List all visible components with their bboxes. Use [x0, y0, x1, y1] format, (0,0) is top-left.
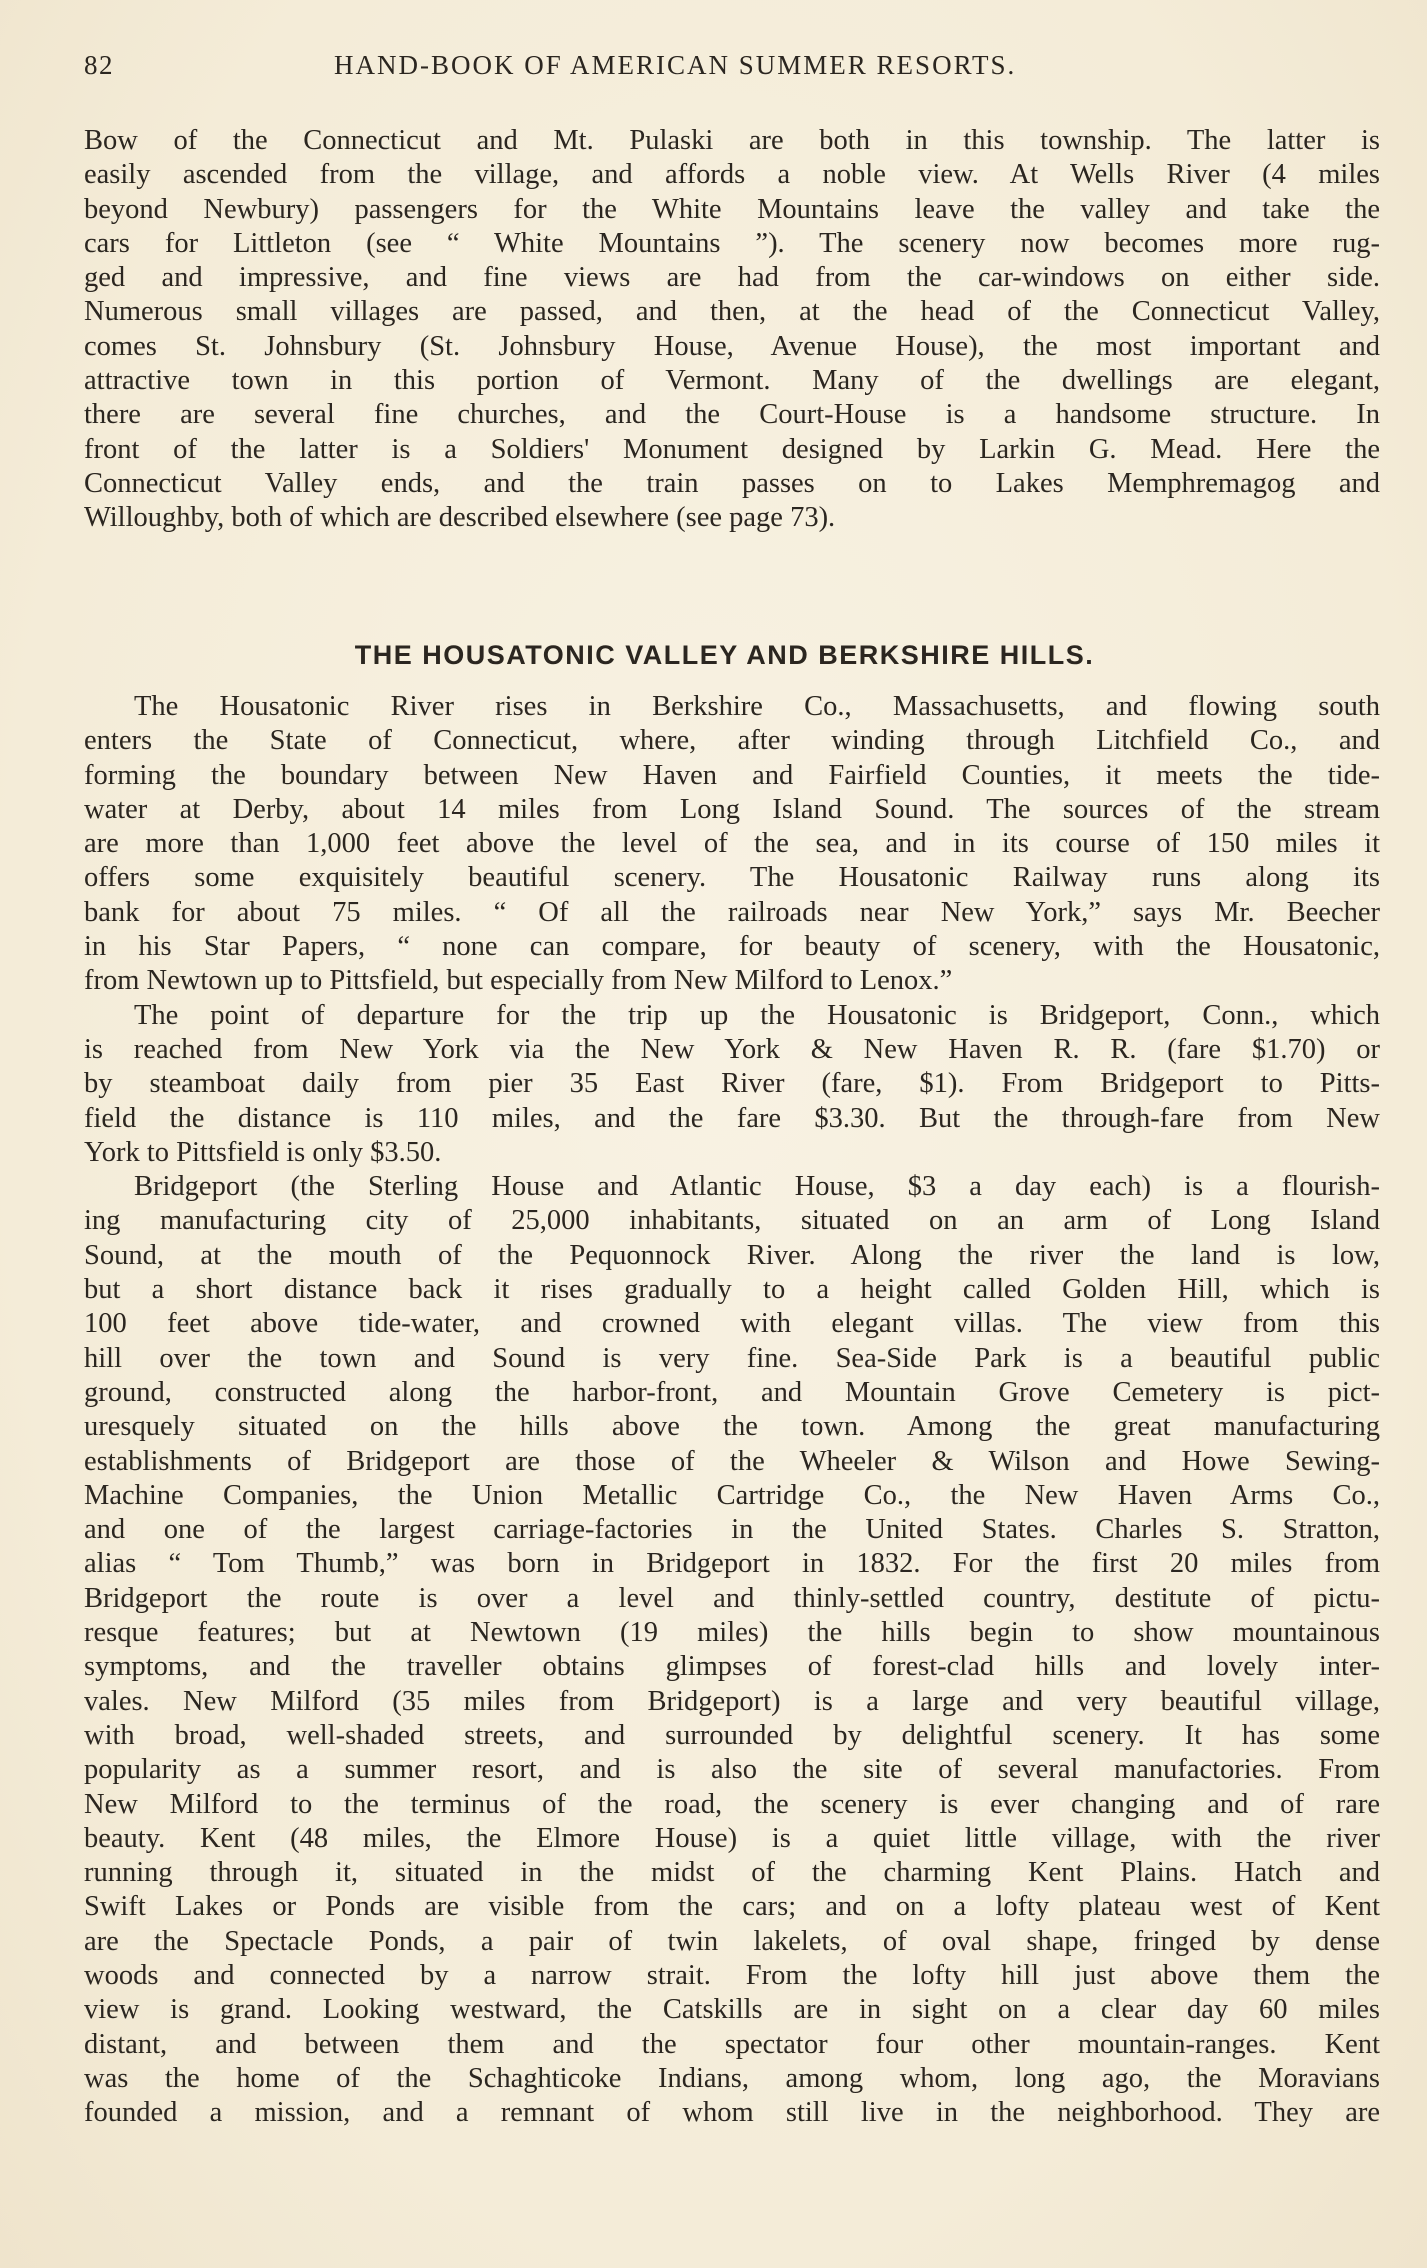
text-line: ged and impressive, and fine views are had from the car-windows on either side. — [84, 262, 1380, 294]
text-line: forming the boundary between New Haven and Fairfield Counties, it meets the tide- — [84, 759, 1380, 791]
running-title: HAND-BOOK OF AMERICAN SUMMER RESORTS. — [334, 50, 1017, 80]
text-line: is reached from New York via the New York & New Haven R. R. (fare $1.70) or — [84, 1033, 1380, 1065]
text-line: beauty. Kent (48 miles, the Elmore House) is a quiet little village, with the river — [84, 1822, 1380, 1854]
text-line: easily ascended from the village, and affords a noble view. At Wells River (4 miles — [84, 159, 1380, 191]
text-line: from Newtown up to Pittsfield, but especially from New Milford to Lenox.” — [84, 965, 953, 997]
text-line: founded a mission, and a remnant of whom still live in the neighborhood. They are — [84, 2097, 1380, 2129]
text-line: offers some exquisitely beautiful scenery. The Housatonic Railway runs along its — [84, 862, 1380, 894]
text-line: hill over the town and Sound is very fine. Sea-Side Park is a beautiful public — [84, 1342, 1380, 1374]
text-line: Numerous small villages are passed, and then, at the head of the Connecticut Valley, — [84, 296, 1380, 328]
text-line: comes St. Johnsbury (St. Johnsbury House, Avenue House), the most important and — [84, 330, 1380, 362]
text-line: woods and connected by a narrow strait. From the lofty hill just above them the — [84, 1959, 1380, 1991]
text-line: distant, and between them and the spectator four other mountain-ranges. Kent — [84, 2028, 1380, 2060]
text-line: popularity as a summer resort, and is also the site of several manufactories. From — [84, 1754, 1380, 1786]
text-line: and one of the largest carriage-factories in the United States. Charles S. Stratton, — [84, 1514, 1380, 1546]
text-line: The Housatonic River rises in Berkshire Co., Massachusetts, and flowing south — [134, 691, 1380, 722]
text-line: resque features; but at Newtown (19 miles) the hills begin to show mountainous — [84, 1617, 1380, 1649]
text-line: front of the latter is a Soldiers' Monument designed by Larkin G. Mead. Here the — [84, 433, 1380, 465]
text-line: uresquely situated on the hills above the town. Among the great manufacturing — [84, 1411, 1380, 1443]
page-number: 82 — [84, 50, 114, 80]
paragraph-connecticut-valley — [84, 124, 1380, 536]
text-line: enters the State of Connecticut, where, after winding through Litchfield Co., and — [84, 725, 1380, 757]
text-line: field the distance is 110 miles, and the fare $3.30. But the through-fare from New — [84, 1102, 1380, 1134]
text-line: Bow of the Connecticut and Mt. Pulaski are both in this township. The latter is — [84, 125, 1380, 156]
text-line: vales. New Milford (35 miles from Bridgeport) is a large and very beautiful village, — [84, 1685, 1380, 1717]
text-line: was the home of the Schaghticoke Indians, among whom, long ago, the Moravians — [84, 2062, 1380, 2094]
text-line: Swift Lakes or Ponds are visible from the cars; and on a lofty plateau west of Kent — [84, 1891, 1380, 1923]
text-line: symptoms, and the traveller obtains glimpses of forest-clad hills and lovely inter- — [84, 1651, 1380, 1683]
text-line: running through it, situated in the midst of the charming Kent Plains. Hatch and — [84, 1857, 1380, 1889]
text-line: but a short distance back it rises gradually to a height called Golden Hill, which is — [84, 1274, 1380, 1306]
text-line: Bridgeport the route is over a level and thinly-settled country, destitute of pictu- — [84, 1582, 1380, 1614]
text-line: New Milford to the terminus of the road, the scenery is ever changing and of rare — [84, 1788, 1380, 1820]
section-heading: THE HOUSATONIC VALLEY AND BERKSHIRE HILLS. — [354, 640, 1095, 670]
text-line: Bridgeport (the Sterling House and Atlantic House, $3 a day each) is a flourish- — [134, 1171, 1380, 1203]
text-line: are more than 1,000 feet above the level of the sea, and in its course of 150 miles it — [84, 828, 1380, 860]
text-line: with broad, well-shaded streets, and surrounded by delightful scenery. It has some — [84, 1719, 1380, 1751]
text-line: ground, constructed along the harbor-front, and Mountain Grove Cemetery is pict- — [84, 1376, 1380, 1408]
text-line: cars for Littleton (see “ White Mountains ”). The scenery now becomes more rug- — [84, 227, 1380, 259]
text-line: by steamboat daily from pier 35 East River (fare, $1). From Bridgeport to Pitts- — [84, 1068, 1380, 1100]
text-line: Sound, at the mouth of the Pequonnock River. Along the river the land is low, — [84, 1239, 1380, 1271]
text-line: bank for about 75 miles. “ Of all the railroads near New York,” says Mr. Beecher — [84, 896, 1380, 928]
text-line: alias “ Tom Thumb,” was born in Bridgeport in 1832. For the first 20 miles from — [84, 1548, 1380, 1580]
text-line: Connecticut Valley ends, and the train passes on to Lakes Memphremagog and — [84, 467, 1380, 499]
text-line: in his Star Papers, “ none can compare, for beauty of scenery, with the Housatonic, — [84, 931, 1380, 963]
text-line: 100 feet above tide-water, and crowned with elegant villas. The view from this — [84, 1308, 1380, 1340]
text-line: The point of departure for the trip up the Housatonic is Bridgeport, Conn., which — [134, 999, 1380, 1031]
text-line: are the Spectacle Ponds, a pair of twin lakelets, of oval shape, fringed by dense — [84, 1925, 1380, 1957]
text-line: there are several fine churches, and the Court-House is a handsome structure. In — [84, 399, 1380, 431]
text-line: Machine Companies, the Union Metallic Cartridge Co., the New Haven Arms Co., — [84, 1479, 1380, 1511]
text-line: establishments of Bridgeport are those of the Wheeler & Wilson and Howe Sewing- — [84, 1445, 1380, 1477]
text-line: view is grand. Looking westward, the Catskills are in sight on a clear day 60 miles — [84, 1994, 1380, 2026]
text-line: attractive town in this portion of Vermont. Many of the dwellings are elegant, — [84, 365, 1380, 397]
text-line: beyond Newbury) passengers for the White Mountains leave the valley and take the — [84, 193, 1380, 225]
running-head — [84, 50, 1374, 90]
text-line: ing manufacturing city of 25,000 inhabitants, situated on an arm of Long Island — [84, 1205, 1380, 1237]
text-line: water at Derby, about 14 miles from Long Island Sound. The sources of the stream — [84, 793, 1380, 825]
text-line: Willoughby, both of which are described elsewhere (see page 73). — [84, 502, 836, 534]
section-housatonic-valley — [84, 690, 1380, 2130]
text-line: York to Pittsfield is only $3.50. — [84, 1136, 442, 1168]
